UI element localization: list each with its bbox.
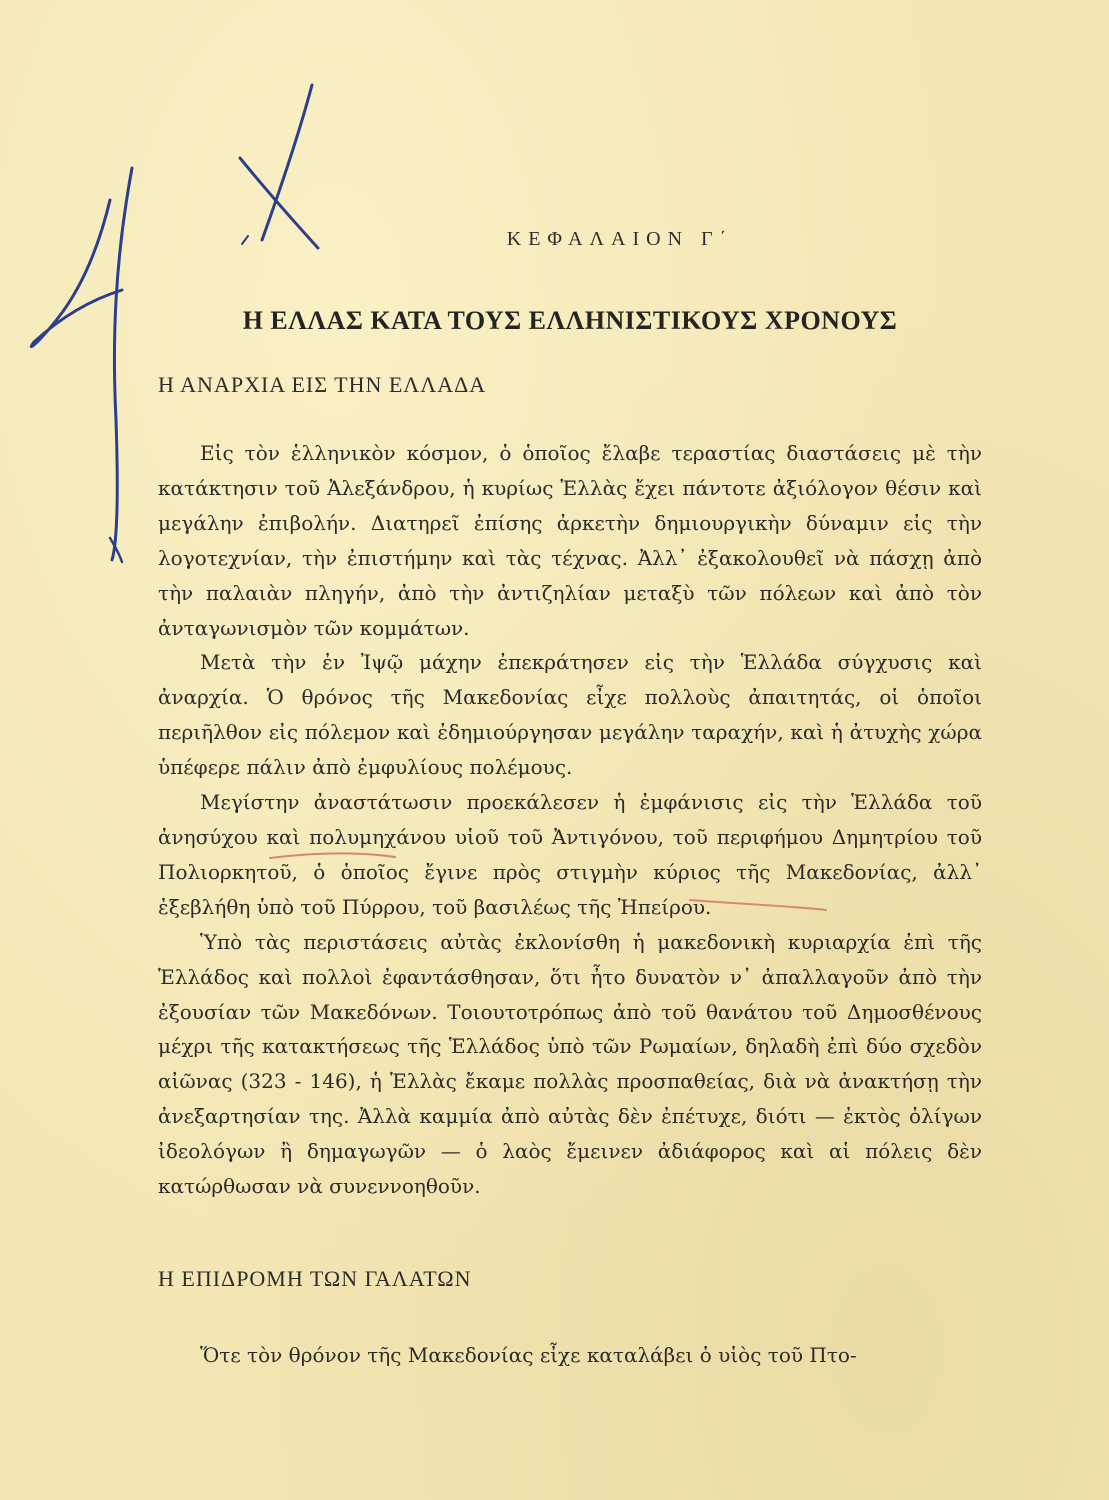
paragraph: Εἰς τὸν ἑλληνικὸν κόσμον, ὁ ὁποῖος ἔλαβε τεραστίας διαστάσεις μὲ τὴν κατάκτησιν τοῦ Ἀλεξάνδρου, ἡ κυρίως Ἑλλὰς ἔχει πάντοτε ἀξιόλογον θέσιν καὶ μεγάλην ἐπιβολήν. Διατηρεῖ ἐπίσης ἀρκετὴν δημιουργικὴν δύναμιν εἰς τὴν λογοτεχνίαν, τὴν ἐπιστήμην καὶ τὰς τέχνας. Ἀλλ᾽ ἐξακολουθεῖ νὰ πάσχῃ ἀπὸ τὴν παλαιὰν πληγήν, ἀπὸ τὴν ἀντιζηλίαν μεταξὺ τῶν πόλεων καὶ ἀπὸ τὸν ἀνταγωνισμὸν τῶν κομμάτων. bbox=[158, 441, 982, 640]
paragraph: Ὑπὸ τὰς περιστάσεις αὐτὰς ἐκλονίσθη ἡ μακεδονικὴ κυριαρχία ἐπὶ τῆς Ἑλλάδος καὶ πολλοὶ ἐφαντάσθησαν, ὅτι ἦτο δυνατὸν ν᾽ ἀπαλλαγοῦν ἀπὸ τὴν ἐξουσίαν τῶν Μακεδόνων. Τοιουτοτρόπως ἀπὸ τοῦ θανάτου τοῦ Δημοσθένους μέχρι τῆς κατακτήσεως τῆς Ἑλλάδος ὑπὸ τῶν Ρωμαίων, δηλαδὴ ἐπὶ δύο σχεδὸν αἰῶνας (323 - 146), ἡ Ἑλλὰς ἔκαμε πολλὰς προσπαθείας, διὰ νὰ ἀνακτήσῃ τὴν ἀνεξαρτησίαν της. Ἀλλὰ καμμία ἀπὸ αὐτὰς δὲν ἐπέτυχε, διότι — ἐκτὸς ὀλίγων ἰδεολόγων ἢ δημαγωγῶν — ὁ λαὸς ἔμεινεν ἀδιάφορος καὶ αἱ πόλεις δὲν κατώρθωσαν νὰ συνεννοηθοῦν. bbox=[158, 929, 982, 1199]
paragraph: Μετὰ τὴν ἐν Ἰψῷ μάχην ἐπεκράτησεν εἰς τὴν Ἑλλάδα σύγχυσις καὶ ἀναρχία. Ὁ θρόνος τῆς Μακεδονίας εἶχε πολλοὺς ἀπαιτητάς, οἱ ὁποῖοι περιῆλθον εἰς πόλεμον καὶ ἐδημιούργησαν μεγάλην ταραχήν, καὶ ἡ ἀτυχὴς χώρα ὑπέφερε πάλιν ἀπὸ ἐμφυλίους πολέμους. bbox=[158, 650, 982, 780]
pen-x-mark bbox=[262, 85, 312, 240]
section-heading-anarchy: Η ΑΝΑΡΧΙΑ ΕΙΣ ΤΗΝ ΕΛΛΑΔΑ bbox=[158, 372, 487, 397]
section-heading-galatians: Η ΕΠΙΔΡΟΜΗ ΤΩΝ ΓΑΛΑΤΩΝ bbox=[158, 1266, 472, 1291]
paragraph-continuation: Ὅτε τὸν θρόνον τῆς Μακεδονίας εἶχε καταλάβει ὁ υἱὸς τοῦ Πτο- bbox=[200, 1343, 857, 1367]
chapter-label: ΚΕΦΑΛΑΙΟΝ Γ΄ bbox=[506, 228, 734, 250]
body-text bbox=[158, 436, 982, 1204]
chapter-title: Η ΕΛΛΑΣ ΚΑΤΑ ΤΟΥΣ ΕΛΛΗΝΙΣΤΙΚΟΥΣ ΧΡΟΝΟΥΣ bbox=[242, 306, 898, 335]
pen-margin-loop bbox=[31, 168, 132, 560]
pen-margin-tick bbox=[110, 538, 122, 562]
bleed-through-texture bbox=[950, 80, 1109, 400]
paragraph: Μεγίστην ἀναστάτωσιν προεκάλεσεν ἡ ἐμφάνισις εἰς τὴν Ἑλλάδα τοῦ ἀνησύχου καὶ πολυμηχάνου υἱοῦ τοῦ Ἀντιγόνου, τοῦ περιφήμου Δημητρίου τοῦ Πολιορκητοῦ, ὁ ὁποῖος ἔγινε πρὸς στιγμὴν κύριος τῆς Μακεδονίας, ἀλλ᾽ ἐξεβλήθη ὑπὸ τοῦ Πύρρου, τοῦ βασιλέως τῆς Ἠπείρου. bbox=[158, 790, 982, 919]
